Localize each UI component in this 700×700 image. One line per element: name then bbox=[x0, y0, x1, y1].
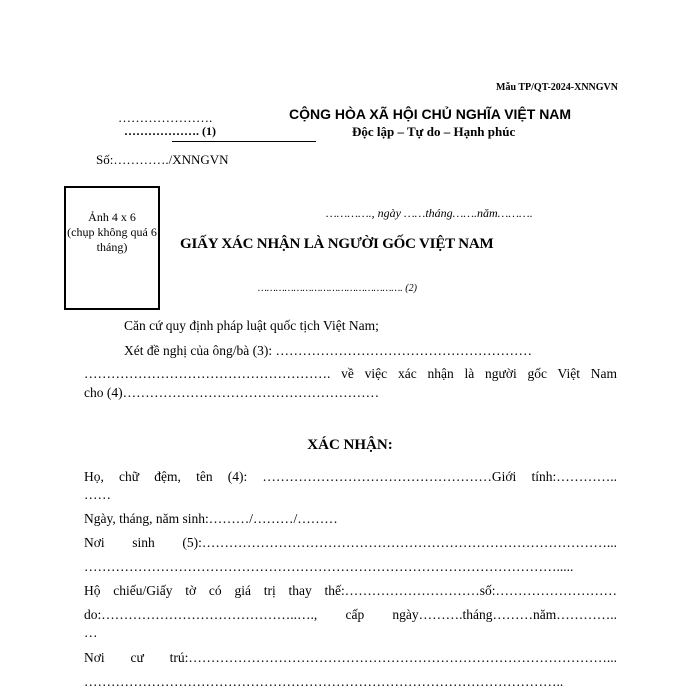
field-full-name: Họ, chữ đệm, tên (4): ……………………………………………Giới tính:………….. bbox=[84, 469, 617, 484]
photo-note: (chụp không quá 6 tháng) bbox=[67, 225, 157, 254]
issuing-authority-line: …………………………………………. (2) bbox=[258, 283, 417, 294]
date-line: …………., ngày ……tháng…….năm………. bbox=[326, 206, 533, 220]
request-tail: cho (4)………………………………………………… bbox=[84, 385, 380, 400]
national-title: CỘNG HÒA XÃ HỘI CHỦ NGHĨA VIỆT NAM bbox=[289, 106, 572, 122]
field-date-of-birth: Ngày, tháng, năm sinh:………/………/……… bbox=[84, 511, 338, 526]
request-continuation: ………………………………………………. về việc xác nhận là người gốc Việt Nam bbox=[84, 366, 617, 381]
field-residence-cont: …………………………………………………………………………………………….. bbox=[84, 674, 564, 689]
photo-placeholder bbox=[64, 186, 160, 310]
field-place-of-birth: Nơi sinh (5):………………………………………………………………………………... bbox=[84, 535, 617, 550]
field-place-of-birth-cont: ……………………………………………………………………………………………..... bbox=[84, 559, 574, 574]
field-issued-by: do:……………………………………..…., cấp ngày……….tháng………năm………….. bbox=[84, 607, 617, 622]
field-full-name-cont: …… bbox=[84, 487, 111, 502]
national-motto: Độc lập – Tự do – Hạnh phúc bbox=[352, 124, 516, 139]
agency-underline bbox=[172, 141, 316, 142]
field-issued-by-cont: … bbox=[84, 625, 98, 640]
request-line: Xét đề nghị của ông/bà (3): ………………………………………………… bbox=[124, 343, 532, 358]
agency-name-line: …………………. bbox=[118, 110, 213, 125]
confirmation-heading: XÁC NHẬN: bbox=[307, 437, 393, 453]
legal-basis: Căn cứ quy định pháp luật quốc tịch Việt Nam; bbox=[124, 318, 379, 333]
document-number: Số:…………./XNNGVN bbox=[96, 152, 229, 167]
form-code: Mẫu TP/QT-2024-XNNGVN bbox=[496, 82, 618, 93]
field-passport: Hộ chiếu/Giấy tờ có giá trị thay thế:…………………………số:……………………… bbox=[84, 583, 617, 598]
photo-size-label: Ảnh 4 x 6 bbox=[88, 210, 136, 224]
field-residence: Nơi cư trú:…………………………………………………………………………………... bbox=[84, 650, 617, 665]
agency-unit-line: ………………. (1) bbox=[124, 124, 216, 138]
document-title: GIẤY XÁC NHẬN LÀ NGƯỜI GỐC VIỆT NAM bbox=[180, 236, 494, 252]
